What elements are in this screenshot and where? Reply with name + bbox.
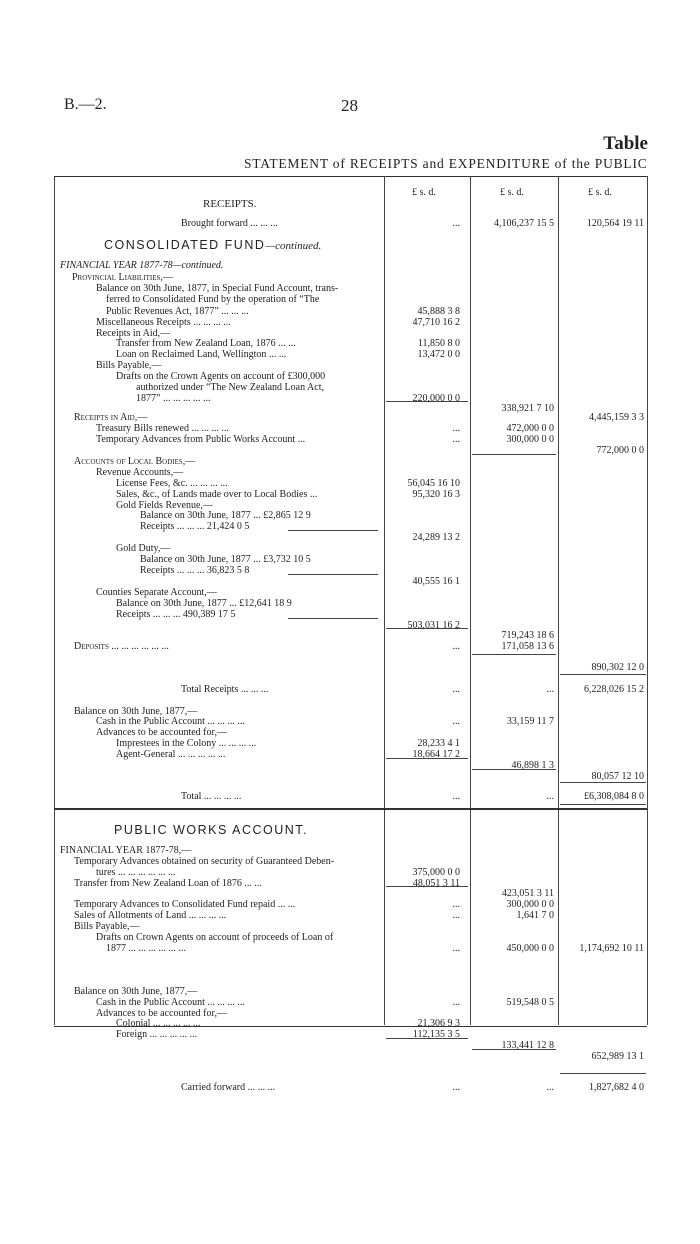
column-header-c3: £ s. d. bbox=[588, 187, 612, 198]
amount-c3: 772,000 0 0 bbox=[596, 445, 644, 456]
amount-c2: ... bbox=[546, 684, 554, 695]
row-label: Bills Payable,— bbox=[74, 921, 140, 932]
row-label: Temporary Advances from Public Works Account ... bbox=[96, 434, 306, 445]
amount-c1: ... bbox=[452, 899, 460, 910]
row-label: Receipts ... ... ... 490,389 17 5 bbox=[116, 609, 236, 620]
amount-c2: 450,000 0 0 bbox=[506, 943, 554, 954]
section-consolidated-fund: CONSOLIDATED FUND—continued. bbox=[104, 238, 322, 252]
row-label: authorized under “The New Zealand Loan Act, bbox=[136, 382, 324, 393]
amount-c2: 46,898 1 3 bbox=[511, 760, 554, 771]
amount-c1: 47,710 16 2 bbox=[412, 317, 460, 328]
amount-c1: 112,135 3 5 bbox=[412, 1029, 460, 1040]
amount-c2: 133,441 12 8 bbox=[501, 1040, 554, 1051]
row-label: Accounts of Local Bodies,— bbox=[74, 456, 196, 467]
row-label: Temporary Advances to Consolidated Fund repaid ... ... bbox=[74, 899, 296, 910]
amount-c2: 300,000 0 0 bbox=[506, 434, 554, 445]
receipts-title: RECEIPTS. bbox=[203, 198, 257, 210]
row-label: Revenue Accounts,— bbox=[96, 467, 184, 478]
amount-c1: ... bbox=[452, 716, 460, 727]
amount-c3: 1,174,692 10 11 bbox=[579, 943, 644, 954]
amount-c3: 4,445,159 3 3 bbox=[589, 412, 644, 423]
rule bbox=[560, 804, 646, 805]
row-label: Advances to be accounted for,— bbox=[96, 727, 227, 738]
row-label: Balance on 30th June, 1877, in Special Fund Account, trans- bbox=[96, 283, 339, 294]
row-label: FINANCIAL YEAR 1877-78,— bbox=[60, 845, 192, 856]
amount-c3: 890,302 12 0 bbox=[591, 662, 644, 673]
row-label: Balance on 30th June, 1877 ... £12,641 18 9 bbox=[116, 598, 292, 609]
amount-c1: 503,031 16 2 bbox=[407, 620, 460, 631]
amount-c1: 28,233 4 1 bbox=[417, 738, 460, 749]
amount-c2: 719,243 18 6 bbox=[501, 630, 554, 641]
page-number: 28 bbox=[341, 96, 358, 115]
amount-c1: ... bbox=[452, 641, 460, 652]
row-label: Agent-General ... ... ... ... ... bbox=[116, 749, 226, 760]
row-label: Temporary Advances obtained on security of Guaranteed Deben- bbox=[74, 856, 335, 867]
amount-c2: 1,641 7 0 bbox=[516, 910, 554, 921]
amount-c1: ... bbox=[452, 910, 460, 921]
row-label: Miscellaneous Receipts ... ... ... ... bbox=[96, 317, 231, 328]
row-label: Carried forward ... ... ... bbox=[181, 1082, 276, 1093]
amount-c1: ... bbox=[452, 684, 460, 695]
rule bbox=[472, 654, 556, 655]
amount-c1: 220,000 0 0 bbox=[412, 393, 460, 404]
row-label: Cash in the Public Account ... ... ... ... bbox=[96, 997, 245, 1008]
amount-c1: ... bbox=[452, 791, 460, 802]
amount-c1: 45,888 3 8 bbox=[417, 306, 460, 317]
table-label: Table bbox=[603, 133, 648, 154]
row-label: Advances to be accounted for,— bbox=[96, 1008, 227, 1019]
amount-c3: 80,057 12 10 bbox=[591, 771, 644, 782]
amount-c1: 40,555 16 1 bbox=[412, 576, 460, 587]
amount-c3: 1,827,682 4 0 bbox=[589, 1082, 644, 1093]
row-label: Transfer from New Zealand Loan, 1876 ... ... bbox=[116, 338, 296, 349]
row-label: Transfer from New Zealand Loan of 1876 ... ... bbox=[74, 878, 262, 889]
row-label: Total Receipts ... ... ... bbox=[181, 684, 269, 695]
row-label: 1877” ... ... ... ... ... bbox=[136, 393, 211, 404]
rule bbox=[560, 1073, 646, 1074]
row-label: Public Revenues Act, 1877” ... ... ... bbox=[106, 306, 249, 317]
amount-c2: 472,000 0 0 bbox=[506, 423, 554, 434]
amount-c1: 24,289 13 2 bbox=[412, 532, 460, 543]
rule bbox=[560, 674, 646, 675]
amount-c1: ... bbox=[452, 1082, 460, 1093]
rule bbox=[288, 618, 378, 619]
rule bbox=[472, 454, 556, 455]
amount-c2: ... bbox=[546, 791, 554, 802]
amount-c2: 423,051 3 11 bbox=[501, 888, 554, 899]
amount-c3: 652,989 13 1 bbox=[591, 1051, 644, 1062]
section-divider bbox=[54, 808, 647, 810]
row-label: Treasury Bills renewed ... ... ... ... bbox=[96, 423, 229, 434]
amount-c2: 338,921 7 10 bbox=[501, 403, 554, 414]
amount-c1: 95,320 16 3 bbox=[412, 489, 460, 500]
table-border-left bbox=[54, 176, 55, 1025]
amount-c3: 6,228,026 15 2 bbox=[584, 684, 644, 695]
amount-c2: ... bbox=[546, 1082, 554, 1093]
row-label: tures ... ... ... ... ... ... bbox=[96, 867, 176, 878]
rule bbox=[288, 530, 378, 531]
amount-c2: 4,106,237 15 5 bbox=[494, 218, 554, 229]
section-public-works: PUBLIC WORKS ACCOUNT. bbox=[114, 823, 309, 837]
row-label: Imprestees in the Colony ... ... ... ... bbox=[116, 738, 257, 749]
row-label: Gold Duty,— bbox=[116, 543, 171, 554]
row-label: Receipts in Aid,— bbox=[74, 412, 148, 423]
row-label: 1877 ... ... ... ... ... ... bbox=[106, 943, 186, 954]
row-label: Counties Separate Account,— bbox=[96, 587, 217, 598]
page-ref: B.—2. bbox=[64, 96, 107, 113]
row-label: Sales, &c., of Lands made over to Local Bodies ... bbox=[116, 489, 318, 500]
amount-c1: 13,472 0 0 bbox=[417, 349, 460, 360]
row-label: Provincial Liabilities,— bbox=[72, 272, 173, 283]
amount-c1: 56,045 16 10 bbox=[407, 478, 460, 489]
row-label: Foreign ... ... ... ... ... bbox=[116, 1029, 198, 1040]
amount-c2: 33,159 11 7 bbox=[506, 716, 554, 727]
row-label: Gold Fields Revenue,— bbox=[116, 500, 213, 511]
amount-c3: £6,308,084 8 0 bbox=[584, 791, 644, 802]
column-rule-3 bbox=[558, 176, 559, 1025]
row-label: License Fees, &c. ... ... ... ... bbox=[116, 478, 228, 489]
amount-c1: ... bbox=[452, 434, 460, 445]
row-label: FINANCIAL YEAR 1877-78—continued. bbox=[60, 260, 224, 271]
amount-c1: ... bbox=[452, 218, 460, 229]
amount-c1: ... bbox=[452, 997, 460, 1008]
row-label: Colonial ... ... ... ... ... bbox=[116, 1018, 201, 1029]
amount-c2: 300,000 0 0 bbox=[506, 899, 554, 910]
row-label: Balance on 30th June, 1877 ... £3,732 10 5 bbox=[140, 554, 311, 565]
table-border-right bbox=[647, 176, 648, 1025]
amount-c1: 375,000 0 0 bbox=[412, 867, 460, 878]
row-label: ferred to Consolidated Fund by the operation of “The bbox=[106, 294, 320, 305]
amount-c1: 11,850 8 0 bbox=[417, 338, 460, 349]
row-label: Bills Payable,— bbox=[96, 360, 162, 371]
column-header-c2: £ s. d. bbox=[500, 187, 524, 198]
row-label: Balance on 30th June, 1877 ... £2,865 12 9 bbox=[140, 510, 311, 521]
amount-c2: 519,548 0 5 bbox=[506, 997, 554, 1008]
row-label: Drafts on the Crown Agents on account of £300,000 bbox=[116, 371, 326, 382]
column-header-c1: £ s. d. bbox=[412, 187, 436, 198]
rule bbox=[560, 782, 646, 783]
row-label: Receipts ... ... ... 36,823 5 8 bbox=[140, 565, 250, 576]
amount-c1: 18,664 17 2 bbox=[412, 749, 460, 760]
rule bbox=[288, 574, 378, 575]
amount-c2: 171,058 13 6 bbox=[501, 641, 554, 652]
row-label: Balance on 30th June, 1877,— bbox=[74, 706, 198, 717]
row-label: Deposits ... ... ... ... ... ... bbox=[74, 641, 169, 652]
row-label: Total ... ... ... ... bbox=[181, 791, 242, 802]
amount-c3: 120,564 19 11 bbox=[586, 218, 644, 229]
row-label: Drafts on Crown Agents on account of proceeds of Loan of bbox=[96, 932, 334, 943]
row-label: Brought forward ... ... ... bbox=[181, 218, 278, 229]
row-label: Receipts ... ... ... 21,424 0 5 bbox=[140, 521, 250, 532]
amount-c1: 48,051 3 11 bbox=[412, 878, 460, 889]
column-rule-1 bbox=[384, 176, 385, 1025]
row-label: Sales of Allotments of Land ... ... ... ... bbox=[74, 910, 227, 921]
amount-c1: ... bbox=[452, 423, 460, 434]
amount-c1: 21,306 9 3 bbox=[417, 1018, 460, 1029]
row-label: Balance on 30th June, 1877,— bbox=[74, 986, 198, 997]
statement-title: STATEMENT of RECEIPTS and EXPENDITURE of the PUBLIC bbox=[244, 156, 648, 171]
row-label: Receipts in Aid,— bbox=[96, 328, 171, 339]
row-label: Cash in the Public Account ... ... ... ... bbox=[96, 716, 245, 727]
row-label: Loan on Reclaimed Land, Wellington ... ... bbox=[116, 349, 287, 360]
amount-c1: ... bbox=[452, 943, 460, 954]
